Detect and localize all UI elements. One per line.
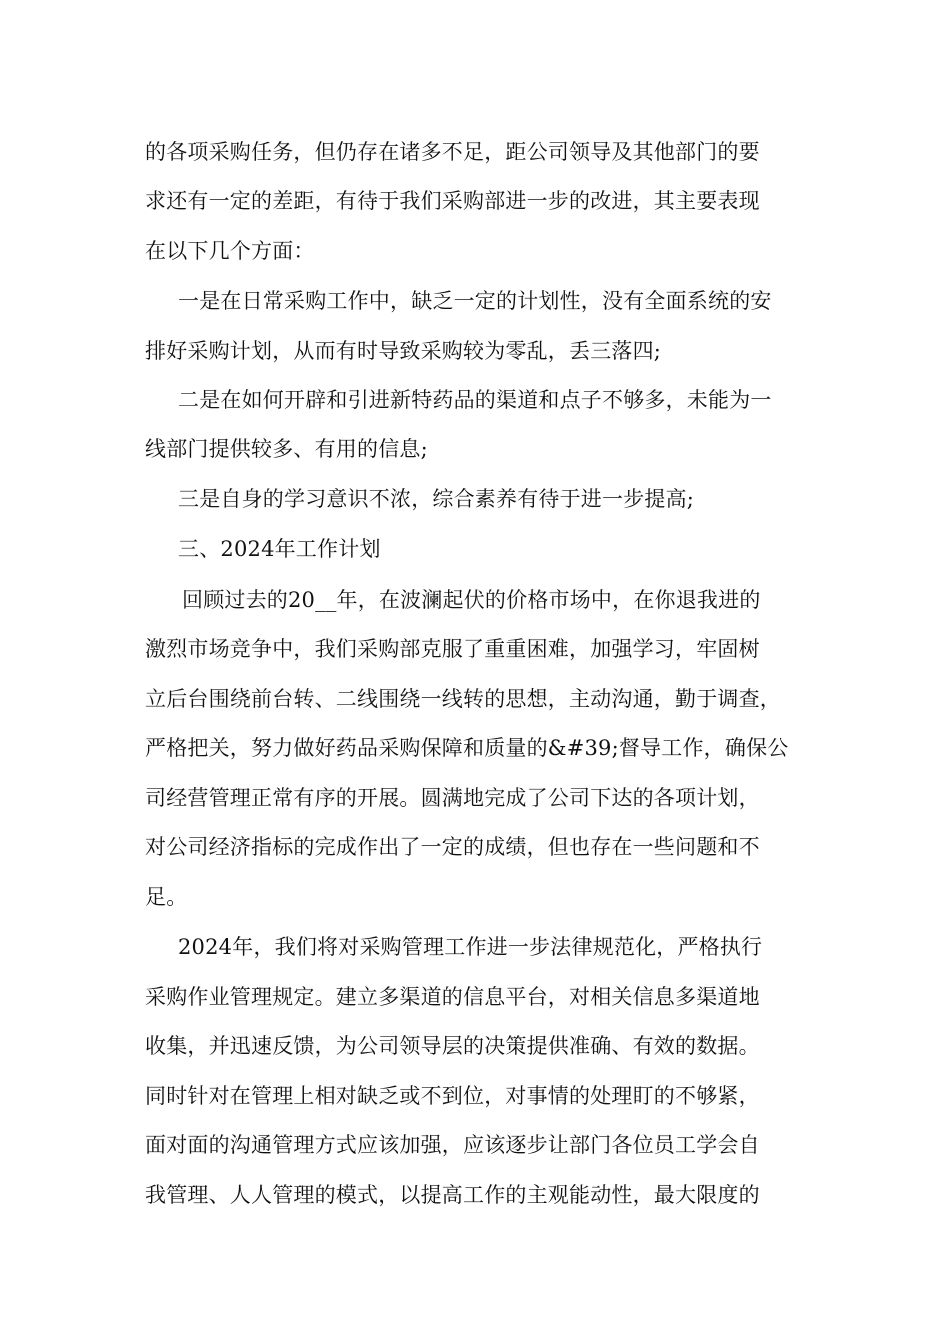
text-line: 面对面的沟通管理方式应该加强，应该逐步让部门各位员工学会自	[145, 1133, 760, 1157]
text-line: 在以下几个方面：	[145, 239, 315, 263]
text-line: 线部门提供较多、有用的信息;	[145, 437, 428, 461]
text-line: 三是自身的学习意识不浓，综合素养有待于进一步提高;	[178, 487, 695, 511]
text-line: 采购作业管理规定。建立多渠道的信息平台，对相关信息多渠道地	[145, 985, 760, 1009]
text-line: 2024年，我们将对采购管理工作进一步法律规范化，严格执行	[178, 935, 763, 959]
text-line: 一是在日常采购工作中，缺乏一定的计划性，没有全面系统的安	[178, 289, 772, 313]
text-line: 司经营管理正常有序的开展。圆满地完成了公司下达的各项计划，	[145, 786, 760, 810]
text-line: 排好采购计划，从而有时导致采购较为零乱，丢三落四;	[145, 339, 662, 363]
text-line: 收集，并迅速反馈，为公司领导层的决策提供准确、有效的数据。	[145, 1034, 760, 1058]
section-heading: 三、2024年工作计划	[178, 537, 381, 561]
text-line: 同时针对在管理上相对缺乏或不到位，对事情的处理盯的不够紧，	[145, 1084, 760, 1108]
text-line: 严格把关，努力做好药品采购保障和质量的&#39;督导工作，确保公	[145, 736, 789, 760]
text-line: 足。	[145, 885, 188, 909]
text-line: 求还有一定的差距，有待于我们采购部进一步的改进，其主要表现	[145, 189, 760, 213]
text-line: 对公司经济指标的完成作出了一定的成绩，但也存在一些问题和不	[145, 835, 760, 859]
text-line: 我管理、人人管理的模式，以提高工作的主观能动性，最大限度的	[145, 1183, 760, 1207]
text-line: 的各项采购任务，但仍存在诸多不足，距公司领导及其他部门的要	[145, 140, 760, 164]
text-line: 回顾过去的20__年，在波澜起伏的价格市场中，在你退我进的	[182, 588, 761, 612]
text-line: 激烈市场竞争中，我们采购部克服了重重困难，加强学习，牢固树	[145, 637, 760, 661]
text-line: 立后台围绕前台转、二线围绕一线转的思想，主动沟通，勤于调查，	[145, 687, 781, 711]
text-line: 二是在如何开辟和引进新特药品的渠道和点子不够多，未能为一	[178, 388, 772, 412]
